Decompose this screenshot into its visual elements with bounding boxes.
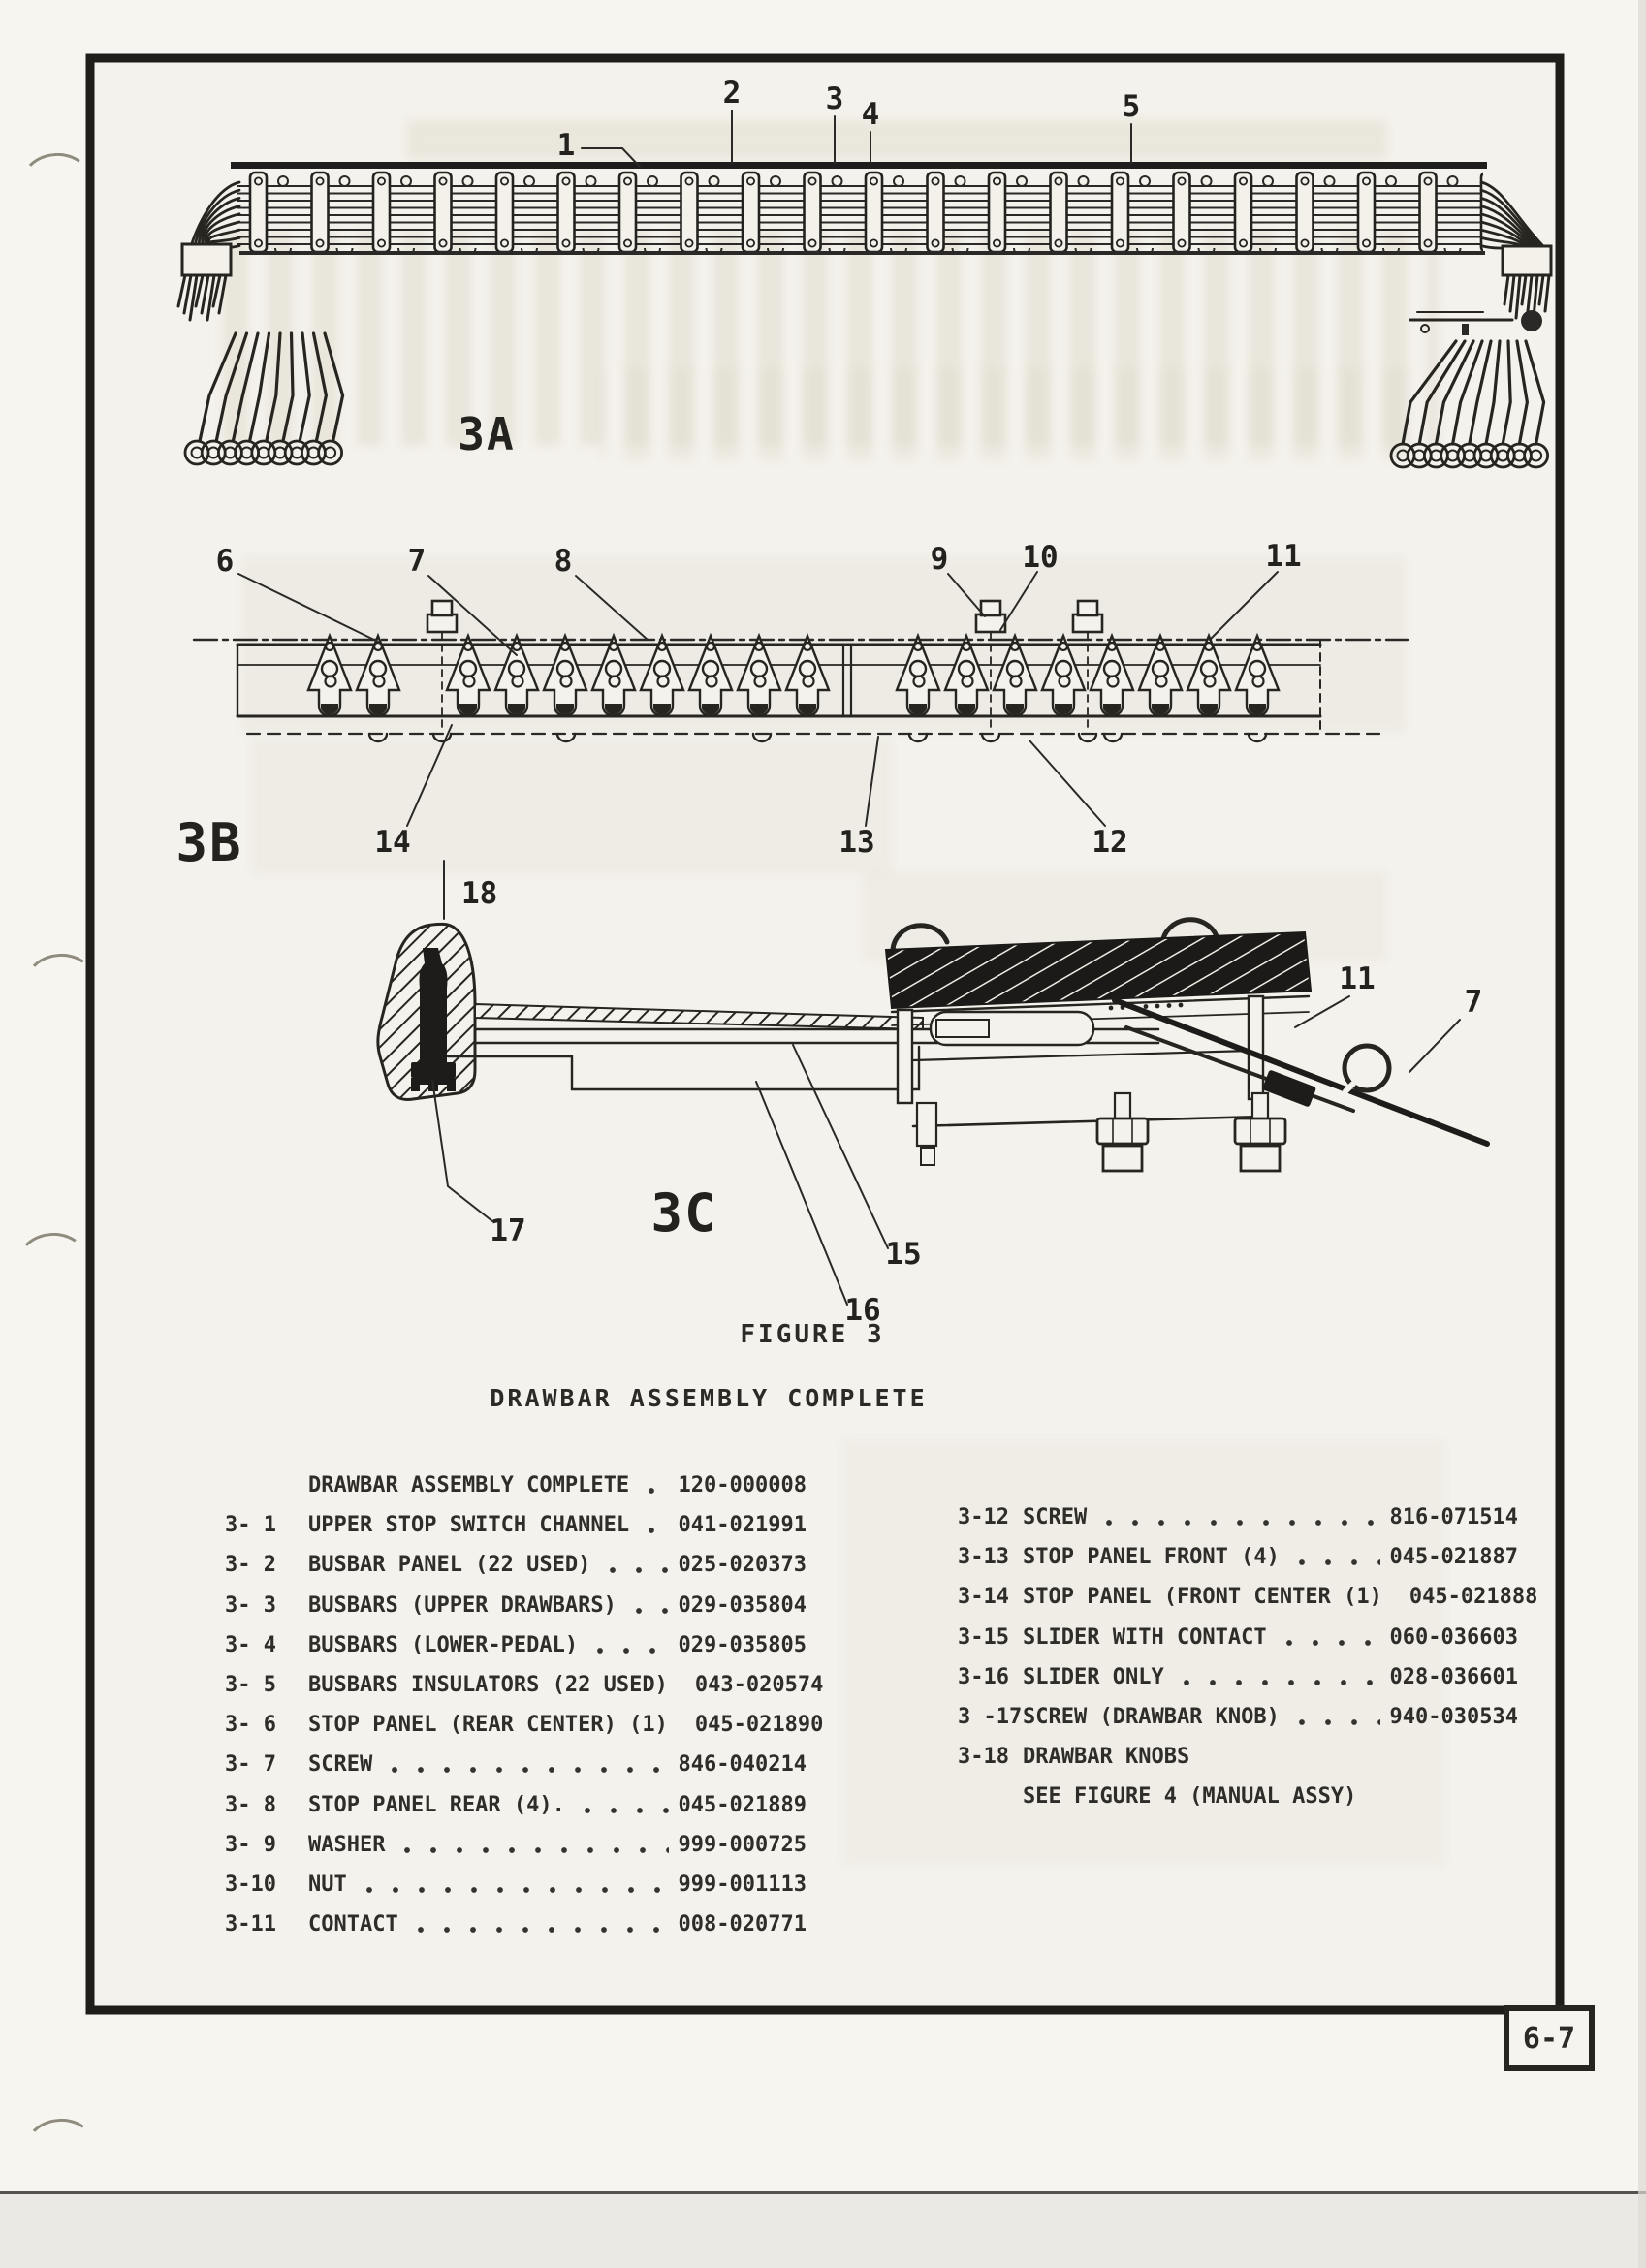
diagram-3b-label: 3B bbox=[175, 812, 243, 873]
part-name: STOP PANEL (REAR CENTER) (1) bbox=[308, 1713, 668, 1738]
parts-list-row bbox=[225, 1825, 807, 1865]
part-ref: 3-11 bbox=[225, 1912, 276, 1937]
callout-7: 7 bbox=[407, 544, 427, 579]
part-name: DRAWBAR ASSEMBLY COMPLETE bbox=[308, 1473, 630, 1498]
part-ref: 3- 2 bbox=[225, 1553, 276, 1578]
part-ref: 3- 5 bbox=[225, 1673, 276, 1698]
callout-18: 18 bbox=[461, 876, 498, 911]
parts-list-row bbox=[225, 1505, 807, 1545]
parts-list-row bbox=[225, 1665, 824, 1705]
parts-list-row bbox=[958, 1777, 1518, 1816]
parts-list-row bbox=[225, 1705, 824, 1745]
page-number: 6-7 bbox=[1522, 2021, 1576, 2056]
parts-list-row bbox=[958, 1497, 1518, 1537]
part-name: SLIDER WITH CONTACT bbox=[1023, 1624, 1267, 1650]
parts-list-row bbox=[958, 1537, 1518, 1577]
part-ref: 3-15 bbox=[958, 1624, 1009, 1650]
part-name: STOP PANEL FRONT (4) bbox=[1023, 1545, 1280, 1570]
part-number: 028-036601 bbox=[1389, 1664, 1518, 1689]
scan-edge-strip bbox=[0, 2191, 1646, 2268]
parts-list-row bbox=[225, 1586, 807, 1625]
callout-15: 15 bbox=[885, 1237, 922, 1272]
part-ref: 3- 7 bbox=[225, 1752, 276, 1778]
parts-list-row bbox=[225, 1625, 807, 1665]
part-ref: 3-14 bbox=[958, 1585, 1009, 1610]
part-name: BUSBARS INSULATORS (22 USED) bbox=[308, 1673, 668, 1698]
part-number: 045-021887 bbox=[1389, 1545, 1518, 1570]
dots-leader bbox=[608, 1566, 668, 1575]
part-ref: 3- 9 bbox=[225, 1832, 276, 1857]
callout-7b: 7 bbox=[1464, 985, 1483, 1020]
dots-leader bbox=[402, 1846, 668, 1855]
diagram-3a-label: 3A bbox=[458, 408, 516, 460]
part-name: BUSBARS (LOWER-PEDAL) bbox=[308, 1632, 579, 1657]
part-name: SCREW bbox=[308, 1752, 373, 1778]
figure-title: DRAWBAR ASSEMBLY COMPLETE bbox=[490, 1384, 928, 1412]
part-name: BUSBARS (UPPER DRAWBARS) bbox=[308, 1592, 617, 1618]
callout-13: 13 bbox=[839, 825, 875, 860]
parts-list-row bbox=[225, 1785, 807, 1825]
part-name: NUT bbox=[308, 1872, 347, 1897]
part-number: 940-030534 bbox=[1389, 1705, 1518, 1730]
parts-list-row bbox=[958, 1577, 1538, 1617]
part-ref: 3 -17 bbox=[958, 1705, 1023, 1730]
part-ref: 3-12 bbox=[958, 1505, 1009, 1530]
part-number: 060-036603 bbox=[1389, 1624, 1518, 1650]
callout-2: 2 bbox=[722, 76, 742, 110]
dots-leader bbox=[364, 1886, 669, 1895]
part-number: 043-020574 bbox=[694, 1673, 824, 1698]
dots-leader bbox=[1297, 1718, 1380, 1727]
callout-3: 3 bbox=[825, 81, 844, 116]
part-ref: 3-13 bbox=[958, 1545, 1009, 1570]
diagram-3c-label: 3C bbox=[650, 1182, 718, 1244]
part-number: 045-021890 bbox=[694, 1713, 824, 1738]
part-ref: 3- 8 bbox=[225, 1792, 276, 1817]
callout-5: 5 bbox=[1122, 89, 1141, 124]
parts-list-row bbox=[225, 1545, 807, 1585]
dots-leader bbox=[1284, 1639, 1380, 1648]
part-name: WASHER bbox=[308, 1832, 386, 1857]
dots-leader bbox=[634, 1607, 669, 1616]
callout-11: 11 bbox=[1265, 539, 1302, 574]
dots-leader bbox=[416, 1926, 669, 1935]
dots-leader bbox=[583, 1807, 669, 1815]
parts-list-row bbox=[225, 1905, 807, 1944]
callout-10: 10 bbox=[1022, 540, 1059, 575]
part-number: 846-040214 bbox=[678, 1752, 807, 1778]
parts-list-row bbox=[958, 1697, 1518, 1737]
dots-leader bbox=[647, 1527, 668, 1535]
part-number: 999-001113 bbox=[678, 1872, 807, 1897]
part-name: SCREW (DRAWBAR KNOB) bbox=[1023, 1705, 1280, 1730]
part-name: DRAWBAR KNOBS bbox=[1023, 1745, 1190, 1770]
part-ref: 3- 4 bbox=[225, 1632, 276, 1657]
part-name: BUSBAR PANEL (22 USED) bbox=[308, 1553, 591, 1578]
part-number: 029-035805 bbox=[678, 1632, 807, 1657]
callout-17: 17 bbox=[490, 1213, 526, 1248]
part-name: UPPER STOP SWITCH CHANNEL bbox=[308, 1513, 630, 1538]
parts-list-row bbox=[225, 1465, 807, 1505]
callout-16: 16 bbox=[844, 1293, 881, 1328]
part-ref: 3- 6 bbox=[225, 1713, 276, 1738]
dots-leader bbox=[1104, 1519, 1379, 1528]
dots-leader bbox=[647, 1487, 668, 1496]
dots-leader bbox=[390, 1766, 668, 1775]
dots-leader bbox=[1297, 1559, 1380, 1567]
dots-leader bbox=[595, 1647, 668, 1655]
callout-8: 8 bbox=[554, 544, 573, 579]
part-ref: 3-16 bbox=[958, 1664, 1009, 1689]
part-number: 008-020771 bbox=[678, 1912, 807, 1937]
part-number: 041-021991 bbox=[678, 1513, 807, 1538]
part-number: 025-020373 bbox=[678, 1553, 807, 1578]
part-name: SCREW bbox=[1023, 1505, 1088, 1530]
parts-list-left-column bbox=[225, 1465, 824, 1944]
callout-11b: 11 bbox=[1339, 961, 1376, 996]
parts-list-right-column bbox=[958, 1497, 1538, 1817]
callout-6: 6 bbox=[215, 544, 235, 579]
callout-4: 4 bbox=[861, 97, 880, 132]
part-number: 120-000008 bbox=[678, 1473, 807, 1498]
parts-list-row bbox=[958, 1657, 1518, 1697]
part-number: 029-035804 bbox=[678, 1592, 807, 1618]
parts-list-row bbox=[225, 1745, 807, 1784]
parts-list-row bbox=[225, 1865, 807, 1905]
part-ref: 3-10 bbox=[225, 1872, 276, 1897]
part-number: 816-071514 bbox=[1389, 1505, 1518, 1530]
parts-list-row bbox=[958, 1737, 1518, 1777]
callout-1: 1 bbox=[556, 128, 576, 163]
part-number: 999-000725 bbox=[678, 1832, 807, 1857]
page-number-box bbox=[1504, 2005, 1595, 2071]
callout-9: 9 bbox=[930, 542, 949, 577]
part-ref: 3-18 bbox=[958, 1745, 1009, 1770]
parts-list-row bbox=[958, 1618, 1518, 1657]
callout-12: 12 bbox=[1092, 825, 1128, 860]
part-name: STOP PANEL REAR (4). bbox=[308, 1792, 565, 1817]
scan-edge-shade bbox=[1638, 0, 1646, 2268]
part-number: 045-021889 bbox=[678, 1792, 807, 1817]
figure-caption: FIGURE 3 bbox=[740, 1320, 885, 1349]
part-name: STOP PANEL (FRONT CENTER (1) bbox=[1023, 1585, 1382, 1610]
dots-leader bbox=[1182, 1679, 1380, 1687]
part-ref: 3- 3 bbox=[225, 1592, 276, 1618]
part-name: CONTACT bbox=[308, 1912, 398, 1937]
part-number: 045-021888 bbox=[1409, 1585, 1538, 1610]
part-name: SLIDER ONLY bbox=[1023, 1664, 1164, 1689]
part-ref: 3- 1 bbox=[225, 1513, 276, 1538]
callout-14: 14 bbox=[374, 825, 411, 860]
part-name: SEE FIGURE 4 (MANUAL ASSY) bbox=[1023, 1784, 1357, 1810]
